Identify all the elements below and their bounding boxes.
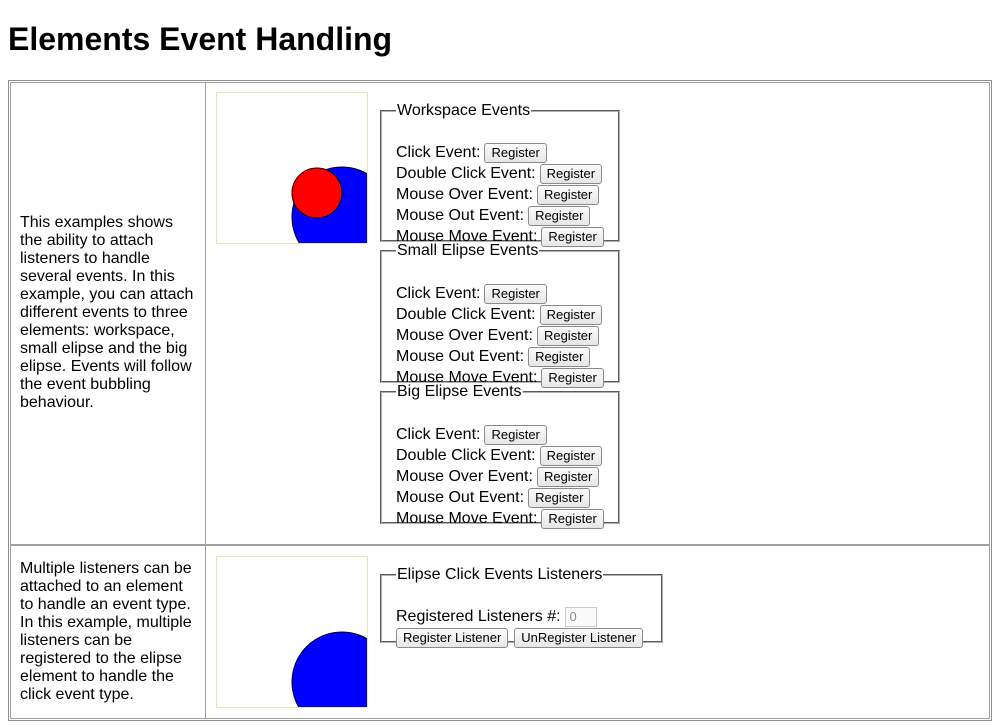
small-mouseover-row: [396, 325, 599, 346]
big-dblclick-register-button[interactable]: Register: [540, 446, 602, 466]
registered-listeners-count: [565, 607, 597, 627]
small-click-row: [396, 283, 547, 304]
small-mouseout-register-button[interactable]: Register: [528, 347, 590, 367]
elipse-svg[interactable]: [217, 557, 367, 707]
big-dblclick-row: [396, 445, 602, 466]
workspace-click-register-button[interactable]: Register: [484, 143, 546, 163]
small-dblclick-register-button[interactable]: Register: [540, 305, 602, 325]
row-label: Mouse Over Event:: [396, 467, 533, 485]
row-label: Mouse Out Event:: [396, 206, 525, 224]
registered-listeners-label: Registered Listeners #:: [396, 607, 561, 625]
workspace-canvas[interactable]: [216, 92, 368, 244]
workspace-events-legend: Workspace Events: [397, 102, 531, 119]
row-label: Double Click Event:: [396, 164, 536, 182]
row-label: Double Click Event:: [396, 305, 536, 323]
row-label: Click Event:: [396, 284, 481, 302]
elipse-canvas[interactable]: [216, 556, 368, 708]
small-ellipse[interactable]: [292, 168, 342, 218]
workspace-dblclick-register-button[interactable]: Register: [540, 164, 602, 184]
workspace-mouseover-row: [396, 184, 599, 205]
workspace-mouseover-register-button[interactable]: Register: [537, 185, 599, 205]
small-mousemove-register-button[interactable]: Register: [541, 368, 603, 388]
big-mouseover-register-button[interactable]: Register: [537, 467, 599, 487]
workspace-dblclick-row: [396, 163, 602, 184]
registered-listeners-row: [396, 606, 597, 627]
listener-buttons-row: [396, 627, 649, 648]
big-mousemove-register-button[interactable]: Register: [541, 509, 603, 529]
row-label: Click Event:: [396, 425, 481, 443]
example2-description: Multiple listeners can be attached to an element to handle an event type. In this example, multiple listeners can be registered to the elipse element to handle the click event type.: [20, 560, 192, 703]
row-label: Mouse Move Event:: [396, 227, 538, 245]
elipse-click-listeners-group: [380, 566, 663, 643]
row-label: Mouse Move Event:: [396, 509, 538, 527]
row-label: Double Click Event:: [396, 446, 536, 464]
row-label: Mouse Out Event:: [396, 347, 525, 365]
big-elipse-events-group: [380, 383, 620, 527]
page-title: Elements Event Handling: [8, 21, 393, 57]
row-label: Mouse Over Event:: [396, 185, 533, 203]
small-mouseout-row: [396, 346, 590, 367]
row-label: Click Event:: [396, 143, 481, 161]
big-elipse-events-legend: Big Elipse Events: [397, 383, 522, 400]
small-mouseover-register-button[interactable]: Register: [537, 326, 599, 346]
register-listener-button[interactable]: Register Listener: [396, 628, 508, 648]
workspace-click-row: [396, 142, 547, 163]
big-mouseout-row: [396, 487, 590, 508]
big-click-row: [396, 424, 547, 445]
big-mouseover-row: [396, 466, 599, 487]
elipse-click-listeners-legend: Elipse Click Events Listeners: [397, 566, 603, 583]
small-elipse-events-group: [380, 242, 620, 386]
row-label: Mouse Out Event:: [396, 488, 525, 506]
example1-description: This examples shows the ability to attach listeners to handle several events. In this example, you can attach different events to three elements: workspace, small elipse and the big elipse. Events will follow the event bubbling behaviour.: [20, 214, 194, 411]
workspace-svg[interactable]: [217, 93, 367, 243]
small-dblclick-row: [396, 304, 602, 325]
big-mouseout-register-button[interactable]: Register: [528, 488, 590, 508]
unregister-listener-button[interactable]: UnRegister Listener: [514, 628, 643, 648]
small-click-register-button[interactable]: Register: [484, 284, 546, 304]
big-click-register-button[interactable]: Register: [484, 425, 546, 445]
workspace-events-group: [380, 102, 620, 245]
elipse[interactable]: [292, 632, 367, 707]
workspace-mouseout-register-button[interactable]: Register: [528, 206, 590, 226]
workspace-mousemove-register-button[interactable]: Register: [541, 227, 603, 247]
row-label: Mouse Move Event:: [396, 368, 538, 386]
small-elipse-events-legend: Small Elipse Events: [397, 242, 539, 259]
workspace-mouseout-row: [396, 205, 590, 226]
row-label: Mouse Over Event:: [396, 326, 533, 344]
big-mousemove-row: [396, 508, 604, 529]
